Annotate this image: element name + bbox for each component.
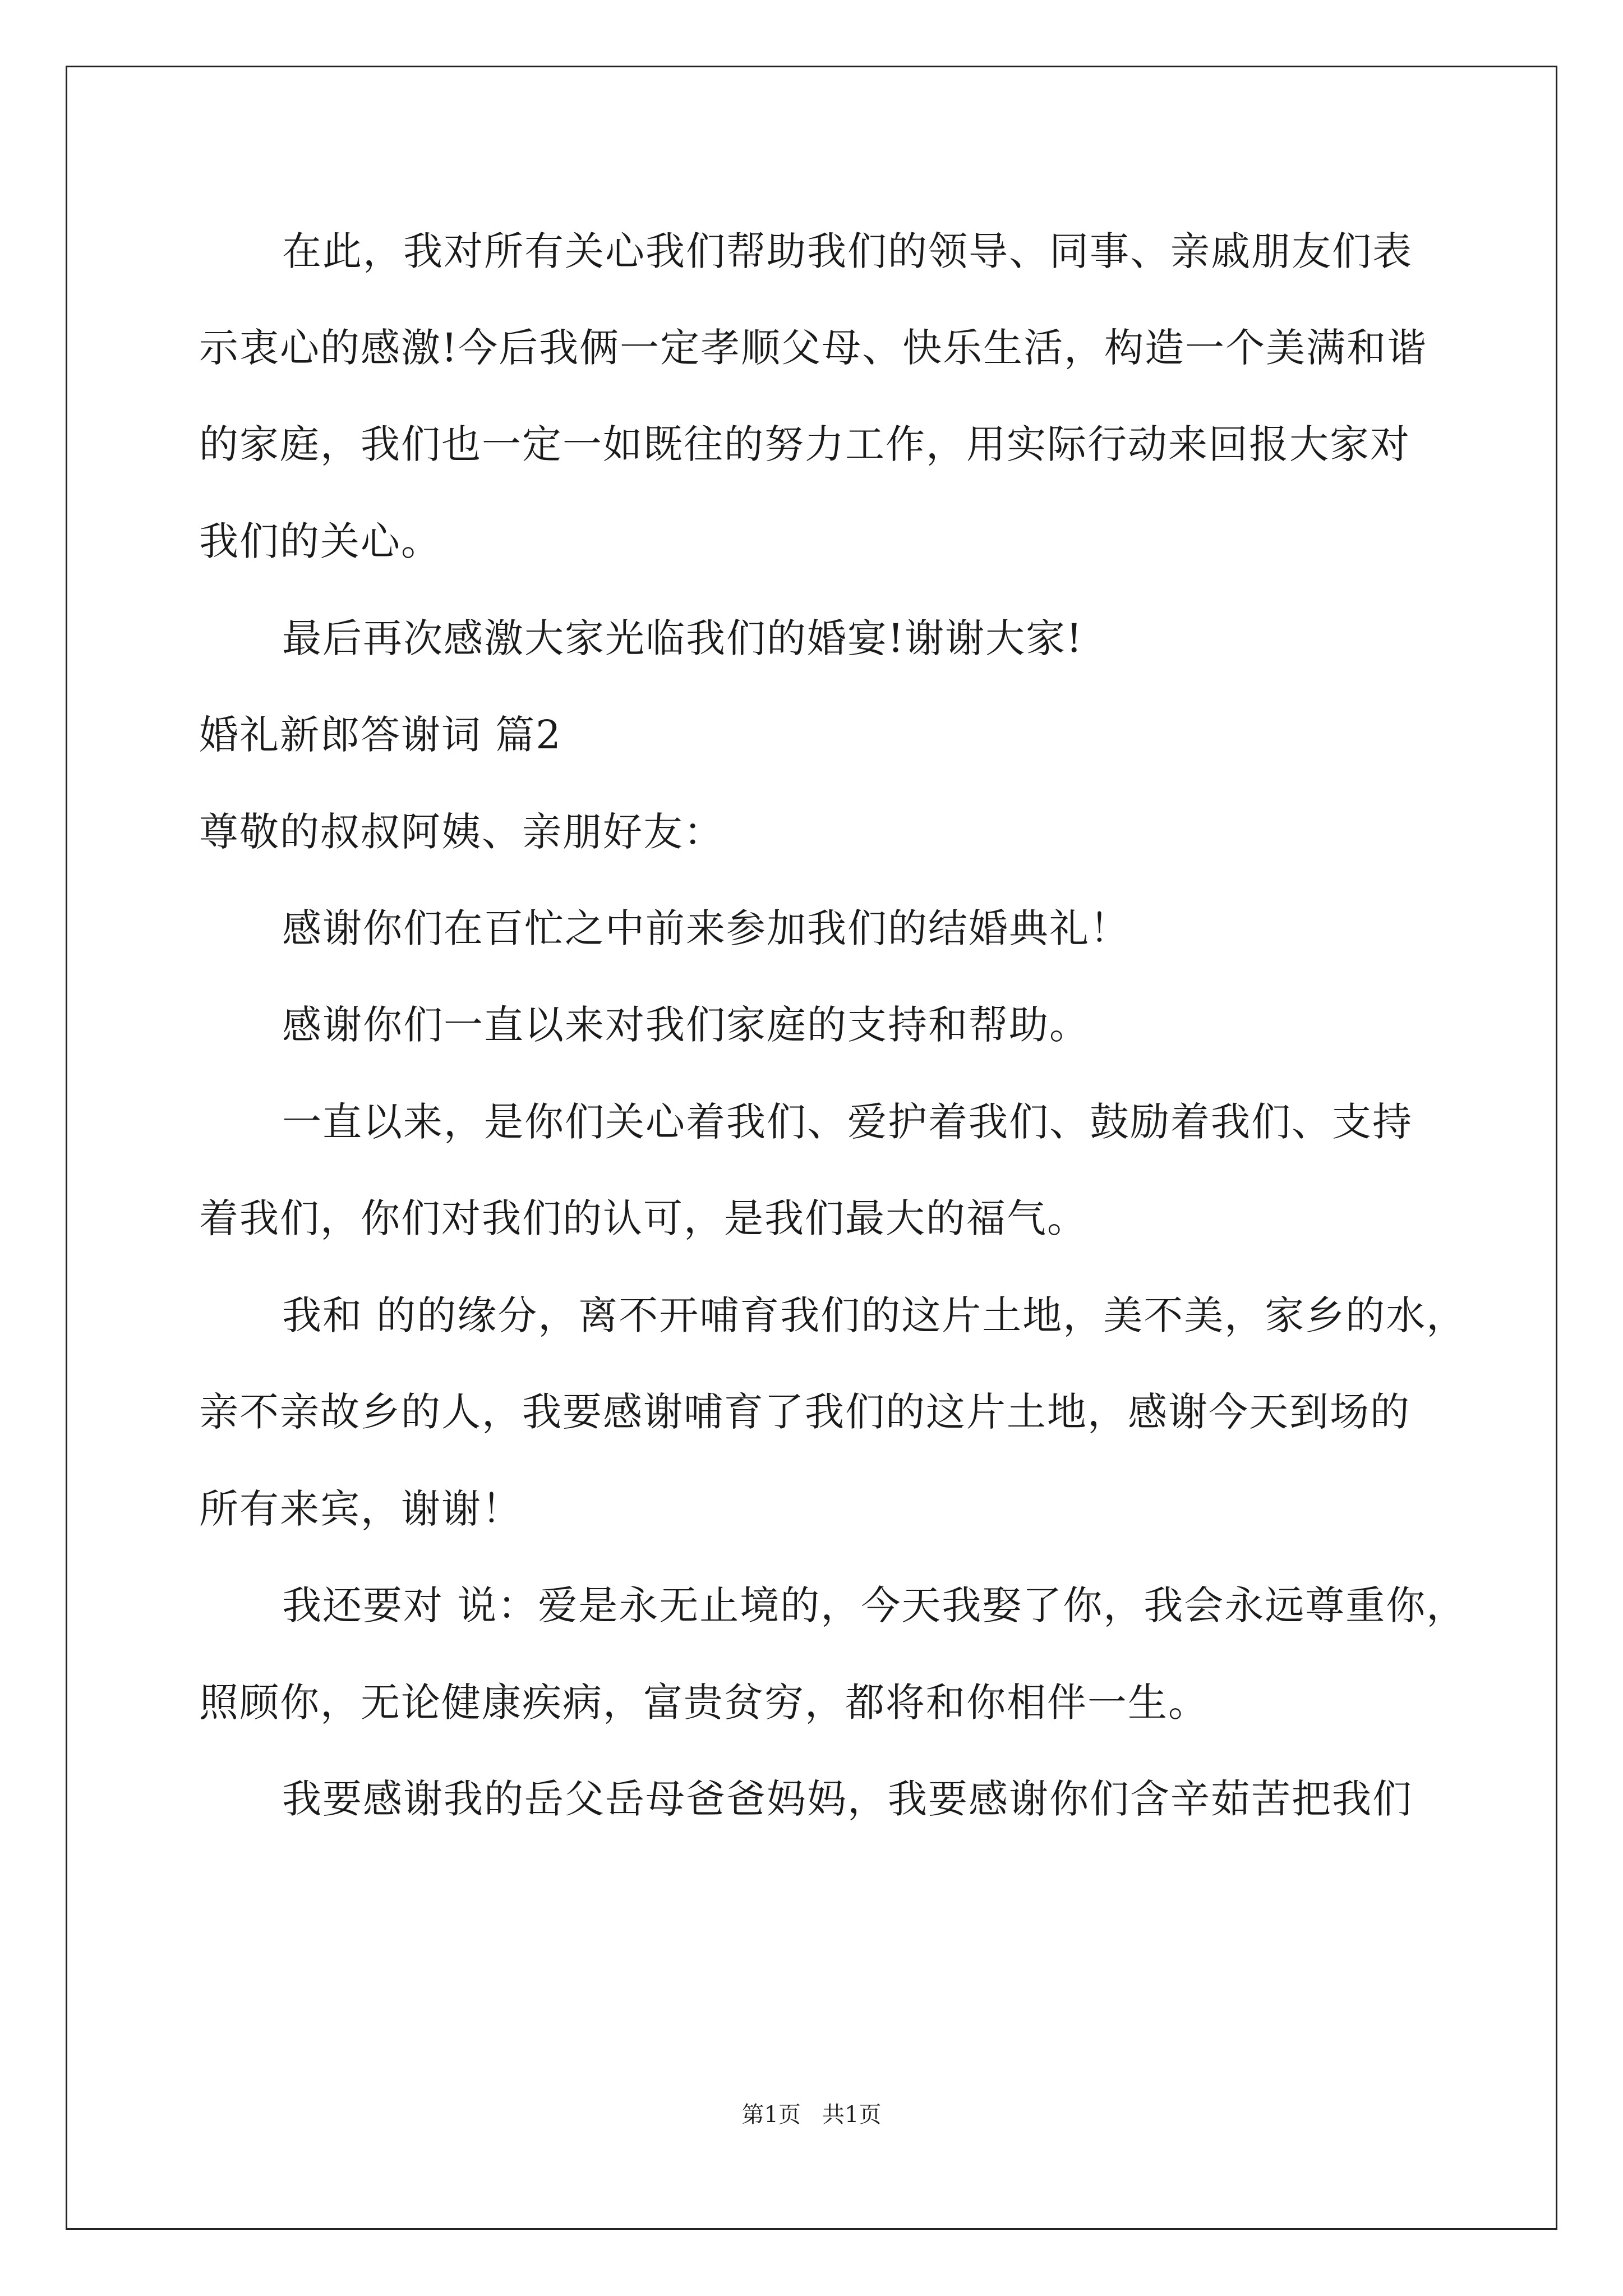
page-number-footer: 第1页 共1页 (741, 2102, 882, 2128)
page-border (66, 66, 1557, 2230)
salutation: 尊敬的叔叔阿姨、亲朋好友： (199, 809, 724, 855)
paragraph-line: 着我们，你们对我们的认可，是我们最大的福气。 (199, 1195, 1087, 1241)
paragraph-line: 我还要对 说：爱是永无止境的，今天我娶了你，我会永远尊重你， (282, 1582, 1467, 1628)
paragraph-line: 一直以来，是你们关心着我们、爱护着我们、鼓励着我们、支持 (282, 1099, 1413, 1145)
paragraph-line: 亲不亲故乡的人，我要感谢哺育了我们的这片土地，感谢今天到场的 (199, 1389, 1410, 1435)
paragraph-line: 所有来宾，谢谢！ (199, 1486, 522, 1532)
paragraph-line: 的家庭，我们也一定一如既往的努力工作，用实际行动来回报大家对 (199, 421, 1410, 467)
paragraph-line: 我和 的的缘分，离不开哺育我们的这片土地，美不美，家乡的水， (282, 1292, 1467, 1338)
paragraph-line: 感谢你们在百忙之中前来参加我们的结婚典礼！ (282, 905, 1130, 951)
paragraph-line: 最后再次感激大家光临我们的婚宴!谢谢大家! (282, 615, 1083, 661)
paragraph-line: 我要感谢我的岳父岳母爸爸妈妈，我要感谢你们含辛茹苦把我们 (282, 1776, 1413, 1822)
section-heading: 婚礼新郎答谢词 篇2 (199, 712, 562, 758)
paragraph-line: 感谢你们一直以来对我们家庭的支持和帮助。 (282, 1002, 1090, 1048)
paragraph-line: 照顾你，无论健康疾病，富贵贫穷，都将和你相伴一生。 (199, 1680, 1209, 1726)
paragraph-line: 示衷心的感激!今后我俩一定孝顺父母、快乐生活，构造一个美满和谐 (199, 325, 1428, 371)
paragraph-line: 我们的关心。 (199, 518, 441, 564)
paragraph-line: 在此，我对所有关心我们帮助我们的领导、同事、亲戚朋友们表 (282, 228, 1413, 274)
